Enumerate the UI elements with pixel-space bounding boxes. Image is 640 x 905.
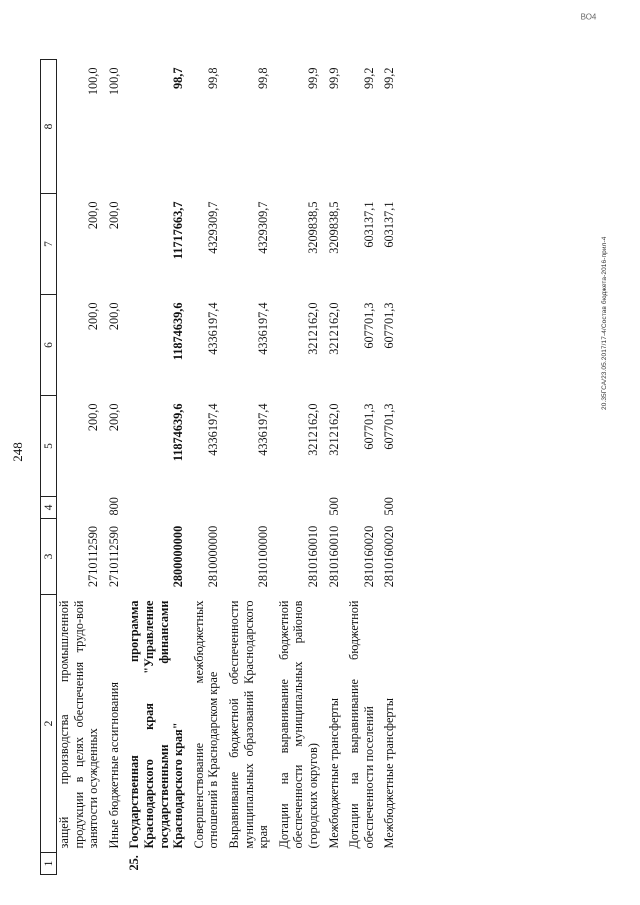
row-percent: 99,2 [382, 67, 397, 90]
row-executed: 603137,1 [382, 201, 397, 248]
corner-mark: ВО4 [580, 12, 597, 22]
row-code: 2810100000 [256, 525, 271, 588]
row-code: 2800000000 [171, 525, 186, 588]
row-number [57, 853, 104, 875]
row-percent: 100,0 [86, 67, 101, 96]
row-number [379, 853, 400, 875]
row-percent: 100,0 [106, 67, 121, 96]
row-type: 500 [382, 497, 397, 516]
row-percent: 99,9 [326, 67, 341, 90]
row-executed: 4329309,7 [206, 201, 221, 254]
row-type [189, 497, 224, 519]
row-type [124, 497, 188, 519]
row-name: Дотации на выравнивание бюджетной обеспеченности муниципальных районов (городских округов) [276, 600, 320, 849]
row-approved: 607701,3 [361, 302, 376, 349]
col-header-1: 1 [41, 853, 57, 875]
row-name: Иные бюджетные ассигнования [106, 681, 121, 849]
row-plan: 200,0 [106, 403, 121, 432]
row-executed: 3209838,5 [305, 201, 320, 254]
row-name: Выравнивание бюджетной обеспеченности муниципальных образований Краснодарского края [226, 600, 271, 849]
row-code: 2810160010 [305, 525, 320, 588]
table-row [379, 60, 400, 875]
row-executed: 200,0 [106, 201, 121, 230]
row-name: Государственная программа Краснодарского края "Управление государственными финансами Краснодарского края" [127, 600, 186, 849]
row-type [274, 497, 324, 519]
row-number [104, 853, 125, 875]
row-approved: 200,0 [86, 302, 101, 331]
row-executed: 11717663,7 [171, 201, 186, 260]
row-plan: 4336197,4 [206, 403, 221, 456]
table-row [189, 60, 224, 875]
col-header-7: 7 [41, 194, 57, 295]
page-number: 248 [10, 442, 25, 462]
row-percent: 99,2 [361, 67, 376, 90]
row-name: Дотации на выравнивание бюджетной обеспеченности поселений [347, 600, 376, 849]
row-code: 2810000000 [206, 525, 221, 588]
row-type: 800 [106, 497, 121, 516]
table-row [224, 60, 274, 875]
row-name: Межбюджетные трансферты [326, 697, 341, 849]
row-type [224, 497, 274, 519]
row-approved: 4336197,4 [206, 302, 221, 355]
row-executed: 3209838,5 [326, 201, 341, 254]
col-header-5: 5 [41, 396, 57, 497]
row-executed: 603137,1 [361, 201, 376, 248]
row-approved: 3212162,0 [326, 302, 341, 355]
row-code: 2710112590 [86, 525, 101, 588]
row-executed: 4329309,7 [256, 201, 271, 254]
col-header-2: 2 [41, 595, 57, 853]
row-name: Совершенствование межбюджетных отношений в Краснодарском крае [191, 600, 221, 849]
row-plan: 3212162,0 [305, 403, 320, 456]
table-row [324, 60, 345, 875]
row-number: 25. [127, 855, 142, 871]
row-code: 2810160010 [326, 525, 341, 588]
row-code: 2710112590 [106, 525, 121, 588]
row-approved: 200,0 [106, 302, 121, 331]
row-number [344, 853, 379, 875]
row-percent: 99,9 [305, 67, 320, 90]
row-plan: 4336197,4 [256, 403, 271, 456]
table-row [274, 60, 324, 875]
row-plan: 607701,3 [382, 403, 397, 450]
row-number [324, 853, 345, 875]
row-plan: 607701,3 [361, 403, 376, 450]
row-type [344, 497, 379, 519]
row-approved: 607701,3 [382, 302, 397, 349]
row-code: 2810160020 [382, 525, 397, 588]
row-type: 500 [326, 497, 341, 516]
row-executed: 200,0 [86, 201, 101, 230]
row-percent: 98,7 [171, 67, 186, 90]
row-plan: 11874639,6 [171, 403, 186, 462]
table-row [344, 60, 379, 875]
row-approved: 4336197,4 [256, 302, 271, 355]
table-row [57, 60, 104, 875]
row-code: 2810160020 [361, 525, 376, 588]
col-header-3: 3 [41, 519, 57, 595]
col-header-6: 6 [41, 295, 57, 396]
row-percent: 99,8 [206, 67, 221, 90]
budget-table [40, 59, 400, 875]
row-percent: 99,8 [256, 67, 271, 90]
row-plan: 3212162,0 [326, 403, 341, 456]
row-number [274, 853, 324, 875]
row-number [189, 853, 224, 875]
col-header-4: 4 [41, 497, 57, 519]
row-type [57, 497, 104, 519]
table-row [124, 60, 188, 875]
col-header-8: 8 [41, 60, 57, 194]
row-approved: 11874639,6 [171, 302, 186, 361]
header-row [41, 60, 57, 875]
row-approved: 3212162,0 [305, 302, 320, 355]
row-number [224, 853, 274, 875]
row-plan: 200,0 [86, 403, 101, 432]
row-name: защей производства промышленной продукции в целях обеспечения трудо-вой занятости осужденных [57, 600, 101, 849]
footer-code: 20.35ГСА/23.05.2017/17-4/Состав бюджета-2016-прил-4 [601, 236, 608, 410]
table-row [104, 60, 125, 875]
row-name: Межбюджетные трансферты [382, 697, 397, 849]
